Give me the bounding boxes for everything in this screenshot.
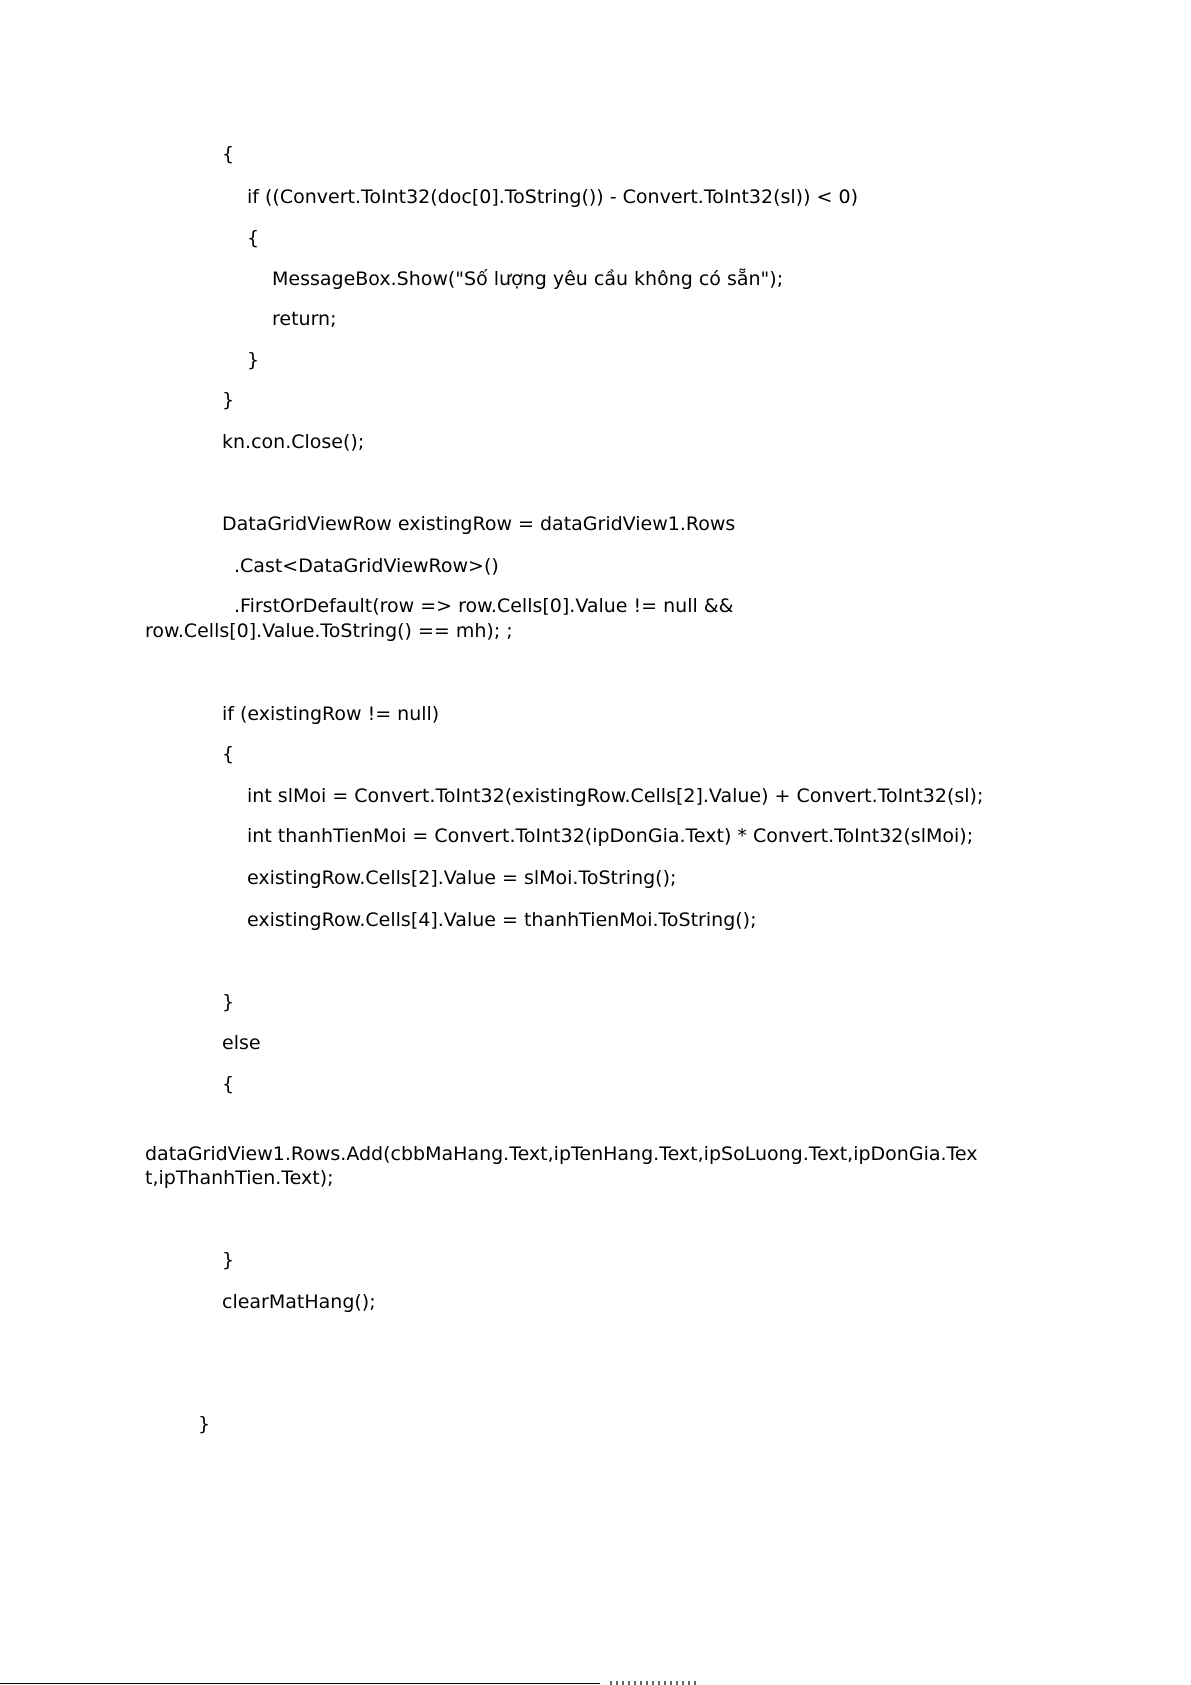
page-bottom-rule — [0, 1683, 600, 1684]
code-line: .FirstOrDefault(row => row.Cells[0].Value != null && — [234, 595, 734, 617]
code-line: } — [222, 1249, 235, 1271]
code-line: int thanhTienMoi = Convert.ToInt32(ipDonGia.Text) * Convert.ToInt32(slMoi); — [247, 825, 974, 847]
code-line: existingRow.Cells[2].Value = slMoi.ToString(); — [247, 867, 677, 889]
code-line: if (existingRow != null) — [222, 703, 440, 725]
code-line: } — [198, 1413, 211, 1435]
page-bottom-marks — [610, 1681, 700, 1685]
code-line: dataGridView1.Rows.Add(cbbMaHang.Text,ipTenHang.Text,ipSoLuong.Text,ipDonGia.Tex — [145, 1143, 978, 1165]
code-line: t,ipThanhTien.Text); — [145, 1167, 334, 1189]
code-line: { — [222, 743, 235, 765]
code-line: return; — [272, 308, 337, 330]
code-line: if ((Convert.ToInt32(doc[0].ToString()) - Convert.ToInt32(sl)) < 0) — [247, 186, 859, 208]
code-line: { — [222, 1073, 235, 1095]
code-line: int slMoi = Convert.ToInt32(existingRow.Cells[2].Value) + Convert.ToInt32(sl); — [247, 785, 984, 807]
code-line: DataGridViewRow existingRow = dataGridView1.Rows — [222, 513, 736, 535]
code-line: } — [247, 349, 260, 371]
code-line: { — [222, 143, 235, 165]
code-line: { — [247, 227, 260, 249]
code-line: clearMatHang(); — [222, 1291, 376, 1313]
code-line: } — [222, 389, 235, 411]
code-line: existingRow.Cells[4].Value = thanhTienMoi.ToString(); — [247, 909, 757, 931]
code-line: .Cast<DataGridViewRow>() — [234, 555, 499, 577]
code-line: kn.con.Close(); — [222, 431, 365, 453]
code-line: row.Cells[0].Value.ToString() == mh); ; — [145, 620, 513, 642]
code-line: } — [222, 991, 235, 1013]
code-line: MessageBox.Show("Số lượng yêu cầu không có sẵn"); — [272, 268, 784, 290]
code-line: else — [222, 1032, 261, 1054]
